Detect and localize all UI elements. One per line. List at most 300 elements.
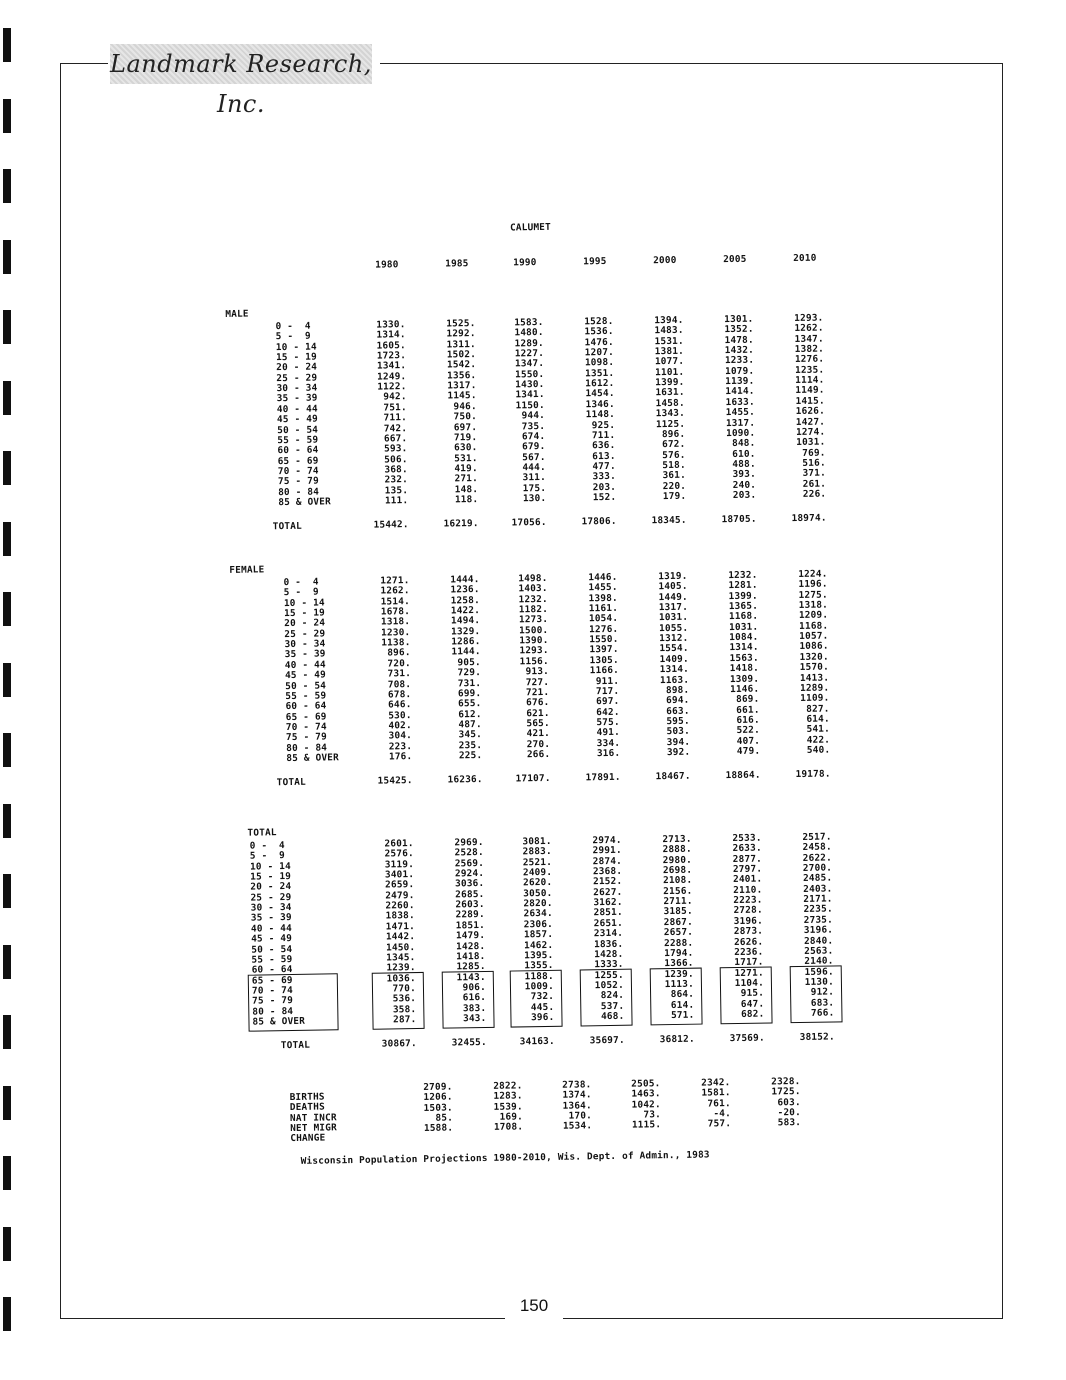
table-cell: 1150. (515, 399, 545, 412)
table-cell: 358. (392, 1003, 417, 1016)
table-cell: 1450. (386, 941, 416, 954)
table-cell: 1550. (515, 368, 545, 381)
total-cell: 36812. (659, 1033, 695, 1046)
table-cell: 516. (802, 457, 826, 469)
table-cell: 468. (600, 1010, 625, 1023)
table-cell: 2867. (663, 916, 694, 928)
table-cell: 642. (596, 706, 620, 718)
table-cell: 682. (740, 1008, 765, 1020)
table-cell: 1428. (594, 948, 624, 961)
component-label: BIRTHS (289, 1091, 325, 1104)
age-group-label: 5 - 9 (275, 330, 311, 343)
table-cell: 898. (665, 684, 690, 696)
table-cell: 540. (806, 744, 831, 756)
table-cell: 1333. (594, 958, 624, 971)
table-cell: 1090. (725, 427, 756, 439)
table-cell: 3185. (663, 906, 693, 918)
table-cell: 1318. (798, 599, 829, 612)
table-cell: 751. (383, 401, 407, 414)
table-cell: 2152. (592, 876, 623, 888)
table-cell: 2156. (663, 885, 693, 897)
table-cell: 1390. (519, 635, 549, 647)
table-cell: 1239. (386, 962, 416, 974)
age-group-label: 50 - 54 (251, 943, 293, 956)
table-cell: 2140. (804, 955, 834, 968)
table-cell: 1449. (658, 591, 688, 603)
table-cell: 911. (595, 675, 620, 687)
table-cell: 3081. (522, 835, 552, 848)
table-cell: 1249. (377, 370, 407, 383)
table-cell: 678. (387, 688, 412, 701)
age-group-label: 80 - 84 (278, 486, 320, 498)
table-cell: 1626. (795, 405, 826, 418)
age-group-label: 55 - 59 (277, 434, 319, 446)
table-cell: 2698. (662, 864, 693, 877)
table-cell: 393. (732, 468, 757, 481)
table-cell: 1838. (385, 910, 415, 922)
table-cell: 944. (521, 410, 546, 422)
table-cell: 1631. (655, 387, 685, 399)
age-group-label: 20 - 24 (276, 361, 318, 374)
age-group-label: 45 - 49 (276, 413, 319, 426)
table-cell: 770. (392, 982, 417, 995)
table-cell: 220. (662, 480, 687, 492)
table-cell: 1163. (659, 674, 690, 686)
component-cell: 2328. (771, 1076, 801, 1088)
table-cell: 1536. (584, 326, 614, 338)
total-cell: 15425. (377, 775, 413, 787)
total-cell: 17806. (581, 516, 617, 528)
table-cell: 720. (387, 657, 411, 670)
table-cell: 2517. (802, 831, 832, 843)
table-cell: 1570. (799, 661, 830, 674)
age-group-label: 15 - 19 (250, 871, 292, 883)
section-label: MALE (225, 308, 249, 320)
table-cell: 1430. (515, 379, 545, 391)
table-cell: 1382. (794, 343, 825, 356)
age-group-label: 5 - 9 (283, 586, 319, 599)
binding-mark (3, 28, 11, 62)
table-cell: 766. (810, 1007, 835, 1019)
table-cell: 2883. (522, 846, 552, 858)
table-cell: 3196. (803, 924, 834, 937)
table-cell: 565. (526, 717, 550, 730)
table-cell: 1009. (524, 980, 555, 993)
table-cell: 1161. (588, 602, 619, 615)
table-cell: 1794. (664, 947, 694, 959)
table-cell: 111. (384, 495, 409, 507)
component-cell: 761. (707, 1097, 731, 1110)
header-rule-left (60, 63, 108, 64)
table-cell: 1498. (518, 572, 548, 585)
table-cell: 176. (388, 751, 413, 763)
table-cell: 1583. (514, 316, 544, 329)
table-cell: 729. (457, 667, 482, 679)
binding-mark (3, 733, 11, 767)
binding-mark (3, 663, 11, 697)
table-cell: 522. (736, 724, 761, 737)
table-cell: 445. (530, 1001, 555, 1013)
table-cell: 1309. (729, 673, 760, 685)
table-cell: 1427. (795, 416, 826, 428)
total-cell: 18467. (655, 771, 691, 783)
table-cell: 1318. (380, 616, 411, 628)
table-cell: 1351. (585, 367, 615, 380)
value-box (372, 971, 425, 1030)
age-group-label: 65 - 69 (277, 455, 319, 467)
table-cell: 2314. (593, 927, 624, 940)
year-header: 1985 (445, 258, 469, 270)
table-cell: 2728. (733, 905, 763, 917)
age-group-label: 35 - 39 (284, 648, 326, 661)
table-cell: 1596. (804, 966, 834, 978)
table-cell: 2633. (732, 842, 762, 855)
table-cell: 2735. (803, 914, 834, 926)
age-group-label: 40 - 44 (284, 659, 326, 671)
component-cell: 169. (499, 1111, 524, 1123)
total-cell: 18864. (725, 769, 761, 782)
table-cell: 2576. (384, 848, 414, 860)
table-cell: 2974. (592, 834, 622, 847)
table-cell: 1394. (654, 314, 684, 327)
table-cell: 905. (457, 656, 481, 669)
table-cell: 2797. (732, 863, 763, 876)
section-label: TOTAL (247, 827, 277, 839)
table-cell: 717. (595, 685, 620, 698)
table-cell: 655. (458, 698, 482, 710)
table-cell: 1276. (589, 623, 619, 636)
table-cell: 1031. (658, 612, 689, 624)
age-group-label: 70 - 74 (277, 465, 319, 478)
binding-mark (3, 99, 11, 133)
table-cell: 674. (521, 430, 546, 443)
table-cell: 1528. (584, 315, 614, 328)
table-cell: 518. (662, 459, 686, 472)
value-box (720, 966, 773, 1025)
component-cell: 1206. (423, 1091, 453, 1104)
table-cell: 1395. (524, 949, 554, 962)
table-cell: 1444. (450, 573, 480, 586)
table-cell: 3119. (384, 858, 415, 871)
table-cell: 1723. (376, 350, 407, 362)
table-cell: 1314. (659, 663, 690, 676)
table-cell: 148. (454, 483, 479, 495)
table-cell: 2458. (802, 841, 832, 854)
table-cell: 1341. (515, 389, 545, 401)
table-cell: 906. (462, 981, 487, 994)
table-cell: 1271. (380, 575, 410, 587)
table-cell: 824. (600, 990, 625, 1002)
table-cell: 672. (661, 438, 686, 451)
table-cell: 1458. (655, 397, 685, 410)
table-cell: 333. (592, 471, 617, 483)
value-box (790, 965, 843, 1024)
table-cell: 226. (802, 488, 827, 500)
total-cell: 38152. (799, 1031, 835, 1044)
table-cell: 1224. (798, 568, 828, 580)
table-cell: 1130. (804, 976, 835, 988)
component-cell: 73. (643, 1109, 662, 1121)
table-cell: 1227. (514, 348, 545, 360)
total-cell: 34163. (519, 1036, 555, 1048)
table-cell: 368. (384, 464, 408, 476)
table-cell: 1343. (655, 407, 686, 420)
total-label: TOTAL (272, 521, 303, 533)
table-cell: 1480. (514, 327, 544, 339)
table-cell: 1293. (519, 645, 549, 657)
year-header: 1995 (583, 255, 607, 268)
age-group-label: 30 - 34 (284, 638, 326, 651)
table-cell: 1258. (450, 594, 480, 607)
table-cell: 614. (806, 713, 830, 725)
table-cell: 2108. (662, 875, 693, 887)
table-cell: 732. (530, 991, 555, 1003)
table-cell: 223. (388, 740, 413, 753)
table-cell: 530. (388, 709, 412, 721)
table-cell: 699. (457, 687, 482, 700)
age-group-label: 15 - 19 (275, 351, 318, 364)
table-cell: 2260. (385, 900, 415, 912)
table-cell: 1836. (593, 938, 624, 950)
table-cell: 2634. (523, 908, 553, 920)
table-cell: 2657. (663, 926, 694, 939)
table-cell: 610. (732, 448, 756, 460)
value-box (510, 969, 563, 1028)
component-cell: 757. (707, 1118, 732, 1130)
table-cell: 694. (666, 694, 690, 707)
table-cell: 1413. (799, 672, 830, 684)
table-cell: 2569. (454, 857, 485, 870)
component-cell: 1364. (562, 1099, 592, 1112)
table-cell: 1113. (664, 978, 695, 991)
table-cell: 1365. (728, 600, 759, 613)
total-cell: 17107. (515, 773, 551, 785)
table-cell: 2713. (662, 833, 692, 846)
table-cell: 896. (387, 647, 411, 659)
population-table (222, 218, 857, 1178)
table-cell: 1381. (654, 345, 685, 358)
table-cell: 1366. (664, 957, 694, 970)
age-group-label: 10 - 14 (275, 341, 317, 353)
binding-mark (3, 1297, 11, 1331)
table-cell: 616. (462, 992, 487, 1004)
age-group-label: 10 - 14 (249, 860, 292, 873)
component-label: CHANGE (290, 1132, 326, 1145)
table-cell: 1057. (799, 630, 829, 643)
total-cell: 18974. (791, 512, 827, 525)
table-cell: 2368. (592, 865, 623, 878)
table-cell: 1144. (451, 646, 481, 658)
component-cell: -20. (777, 1107, 802, 1119)
table-cell: 270. (526, 738, 551, 750)
table-cell: 422. (806, 734, 831, 746)
age-group-label: 60 - 64 (251, 964, 293, 976)
source-note: Wisconsin Population Projections 1980-2010, Wis. Dept. of Admin., 1983 (300, 1149, 710, 1167)
table-cell: 915. (740, 987, 765, 1000)
age-group-label: 85 & OVER (252, 1015, 306, 1028)
table-cell: 595. (666, 715, 690, 727)
table-cell: 1454. (585, 388, 615, 400)
table-cell: 2685. (455, 888, 485, 901)
table-cell: 1320. (799, 651, 829, 663)
table-cell: 1273. (518, 614, 549, 626)
table-cell: 1415. (795, 395, 825, 407)
table-cell: 1397. (589, 644, 619, 656)
table-cell: 1550. (589, 633, 619, 646)
table-cell: 392. (666, 746, 691, 759)
table-cell: 1286. (451, 636, 481, 648)
age-group-label: 0 - 4 (275, 320, 311, 333)
table-cell: 396. (530, 1011, 555, 1024)
table-cell: 727. (525, 676, 550, 688)
table-cell: 2306. (523, 918, 554, 931)
component-cell: 1588. (423, 1122, 454, 1135)
binding-mark (3, 240, 11, 274)
table-cell: 1329. (451, 625, 481, 638)
table-cell: 1462. (523, 939, 554, 951)
age-group-label: 75 - 79 (285, 731, 328, 744)
binding-mark (3, 1086, 11, 1120)
table-cell: 3050. (523, 887, 553, 900)
table-cell: 630. (454, 442, 478, 454)
table-cell: 646. (388, 699, 412, 711)
component-cell: 2738. (562, 1079, 592, 1091)
table-cell: 925. (591, 419, 616, 431)
age-group-label: 50 - 54 (277, 424, 319, 436)
age-group-label: 80 - 84 (286, 742, 328, 754)
table-cell: 1098. (584, 357, 615, 369)
table-cell: 1146. (729, 683, 760, 695)
table-cell: 2171. (803, 893, 833, 906)
age-group-label: 25 - 29 (250, 891, 292, 904)
table-title: CALUMET (509, 221, 552, 234)
table-cell: 1314. (729, 642, 759, 654)
table-cell: 769. (802, 447, 826, 459)
table-cell: 1232. (728, 569, 758, 582)
table-cell: 1422. (450, 605, 481, 617)
table-cell: 2521. (522, 856, 553, 869)
binding-mark (3, 1015, 11, 1049)
table-cell: 946. (453, 400, 477, 413)
table-cell: 1525. (446, 318, 476, 330)
table-cell: 261. (802, 478, 827, 490)
table-cell: 1483. (654, 325, 684, 337)
table-cell: 1036. (386, 972, 416, 985)
table-cell: 1455. (725, 406, 756, 419)
table-cell: 1398. (588, 592, 618, 604)
table-cell: 1182. (518, 603, 549, 616)
table-cell: 2627. (593, 886, 623, 898)
table-cell: 576. (662, 449, 686, 461)
table-cell: 1239. (664, 968, 694, 980)
table-cell: 371. (802, 467, 827, 480)
table-cell: 735. (521, 420, 546, 432)
table-cell: 536. (392, 993, 417, 1005)
total-cell: 35697. (589, 1035, 625, 1047)
age-group-label: 0 - 4 (283, 576, 319, 589)
table-cell: 394. (666, 736, 691, 748)
table-cell: 1476. (584, 336, 614, 349)
table-cell: 1678. (380, 606, 411, 618)
binding-mark (3, 592, 11, 626)
table-cell: 567. (522, 451, 546, 463)
age-group-label: 5 - 9 (249, 850, 286, 862)
table-cell: 1166. (589, 664, 620, 677)
table-cell: 203. (592, 481, 617, 493)
table-cell: 1207. (584, 346, 615, 359)
table-cell: 1145. (447, 390, 477, 402)
table-cell: 913. (525, 666, 550, 678)
table-cell: 676. (526, 697, 550, 709)
age-group-label: 40 - 44 (276, 403, 318, 415)
table-cell: 235. (458, 739, 483, 751)
table-cell: 731. (387, 668, 412, 680)
table-cell: 2820. (523, 897, 553, 910)
table-cell: 2851. (593, 907, 623, 919)
table-cell: 479. (736, 745, 761, 757)
age-box (248, 973, 339, 1032)
component-cell: 603. (777, 1096, 801, 1109)
table-cell: 612. (458, 708, 482, 720)
table-cell: 345. (458, 729, 483, 741)
table-cell: 240. (732, 479, 757, 491)
table-cell: 1289. (799, 682, 830, 694)
table-cell: 1292. (446, 328, 476, 340)
table-cell: 2288. (663, 937, 694, 949)
table-cell: 1196. (798, 578, 828, 591)
total-cell: 19178. (795, 768, 831, 781)
table-cell: 487. (458, 718, 482, 731)
table-cell: 1471. (385, 920, 416, 933)
table-cell: 1352. (724, 324, 754, 336)
table-cell: 1285. (456, 961, 486, 973)
age-group-label: 45 - 49 (251, 933, 293, 945)
table-cell: 488. (732, 458, 756, 470)
table-cell: 721. (525, 686, 550, 699)
table-cell: 711. (383, 412, 408, 424)
binding-mark (3, 804, 11, 838)
binding-mark (3, 1227, 11, 1261)
table-cell: 118. (454, 493, 479, 506)
table-cell: 683. (810, 997, 835, 1009)
table-cell: 1143. (456, 971, 486, 983)
table-cell: 2603. (455, 899, 485, 911)
table-cell: 3162. (593, 896, 623, 909)
table-cell: 1125. (655, 418, 686, 430)
age-group-label: 40 - 44 (250, 922, 293, 935)
table-cell: 750. (453, 411, 478, 423)
component-cell: 2342. (701, 1077, 731, 1089)
table-cell: 1418. (456, 950, 486, 963)
age-group-label: 10 - 14 (283, 597, 325, 609)
total-cell: 18345. (651, 515, 687, 527)
table-cell: 1055. (659, 622, 689, 634)
table-cell: 1345. (386, 951, 416, 964)
component-cell: 1708. (493, 1121, 524, 1134)
table-cell: 942. (383, 391, 407, 403)
component-cell: 2709. (423, 1081, 453, 1093)
table-cell: 1233. (724, 355, 755, 367)
table-cell: 2980. (662, 854, 693, 866)
table-cell: 1274. (795, 426, 826, 438)
table-cell: 2236. (734, 946, 764, 958)
table-cell: 663. (666, 705, 690, 717)
age-group-label: 45 - 49 (284, 669, 327, 682)
table-cell: 1356. (447, 369, 477, 382)
table-cell: 613. (592, 450, 616, 462)
table-cell: 1455. (588, 582, 618, 594)
component-cell: 1581. (701, 1087, 731, 1099)
